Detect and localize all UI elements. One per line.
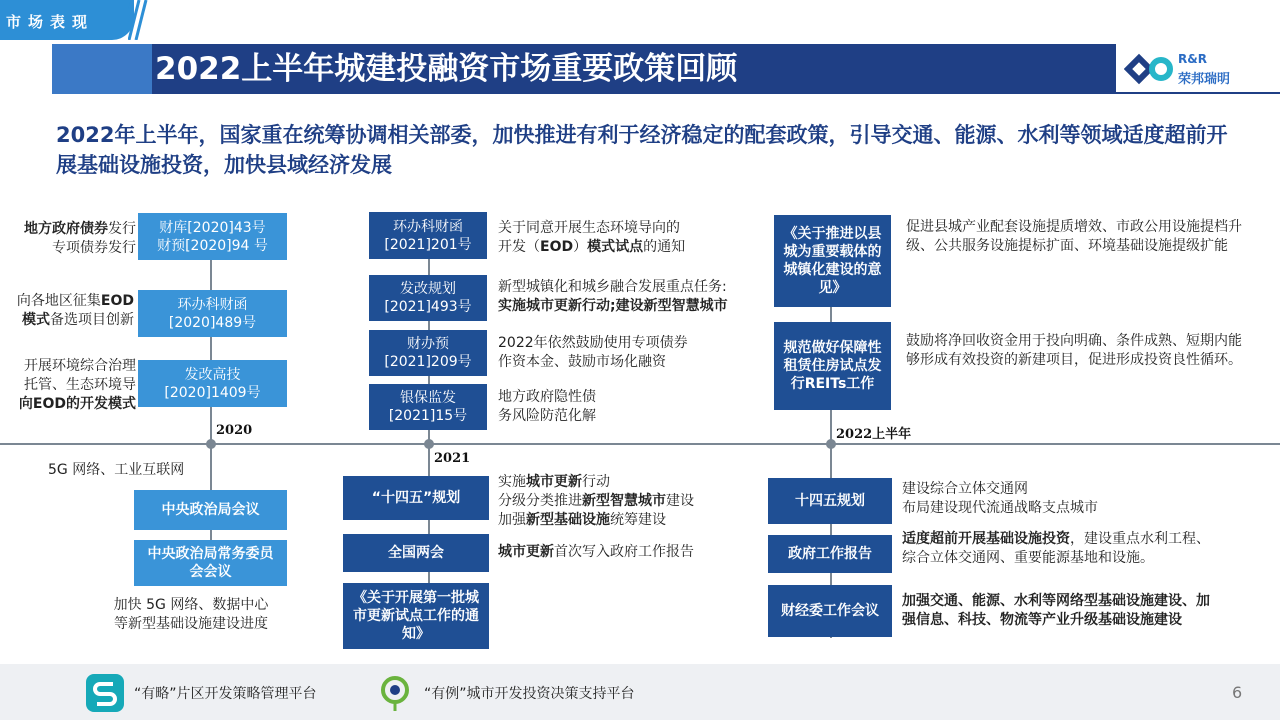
title-band-accent bbox=[52, 44, 152, 94]
policy-box-2022-2: 规范做好保障性租赁住房试点发行REITs工作 bbox=[774, 322, 891, 410]
corner-stripes bbox=[128, 0, 154, 40]
policy-box-2020-3: 发改高技 [2020]1409号 bbox=[138, 360, 287, 407]
logo-en: R&R bbox=[1178, 52, 1207, 66]
timeline-dot-2020 bbox=[206, 439, 216, 449]
note-2021-2: 新型城镇化和城乡融合发展重点任务: 实施城市更新行动;建设新型智慧城市 bbox=[498, 279, 728, 314]
note-2021-1: 关于同意开展生态环境导向的 开发（EOD）模式试点的通知 bbox=[498, 220, 686, 255]
platform2-label: “有例”城市开发投资决策支持平台 bbox=[424, 686, 635, 702]
meeting-box-2021-1: “十四五”规划 bbox=[343, 476, 489, 520]
year-2020: 2020 bbox=[216, 423, 253, 438]
note-2022-1: 促进县城产业配套设施提质增效、市政公用设施提档升级、公共服务设施提标扩面、环境基础设施提级扩能 bbox=[906, 219, 1242, 254]
note-2020-2: 向各地区征集EOD 模式备选项目创新 bbox=[16, 293, 134, 328]
note-2021-b1: 实施城市更新行动 分级分类推进新型智慧城市建设 加强新型基础设施统筹建设 bbox=[498, 474, 694, 528]
meeting-box-2021-2: 全国两会 bbox=[343, 534, 489, 572]
note-2022-2: 鼓励将净回收资金用于投向明确、条件成熟、短期内能够形成有效投资的新建项目，促进形成投资良性循环。 bbox=[906, 333, 1242, 368]
note-2022-b1: 建设综合立体交通网 布局建设现代流通战略支点城市 bbox=[902, 481, 1098, 516]
note-2020-bottom-top: 5G 网络、工业互联网 bbox=[48, 462, 185, 478]
policy-box-2022-1: 《关于推进以县城为重要载体的城镇化建设的意见》 bbox=[774, 215, 891, 307]
year-2022: 2022上半年 bbox=[836, 427, 912, 442]
note-2021-1-line2: 开发（EOD）模式试点的通知 bbox=[498, 239, 686, 255]
platform2-icon bbox=[376, 674, 414, 712]
note-2021-3: 2022年依然鼓励使用专项债券 作资本金、鼓励市场化融资 bbox=[498, 335, 688, 370]
policy-box-2021-4: 银保监发 [2021]15号 bbox=[369, 384, 487, 430]
page-number: 6 bbox=[1232, 683, 1243, 702]
timeline-dot-2021 bbox=[424, 439, 434, 449]
year-2021: 2021 bbox=[434, 451, 471, 466]
meeting-box-2021-3: 《关于开展第一批城市更新试点工作的通知》 bbox=[343, 583, 489, 649]
note-2020-1: 地方政府债券发行 专项债券发行 bbox=[24, 221, 136, 256]
note-2022-b2: 适度超前开展基础设施投资，建设重点水利工程、综合立体交通网、重要能源基地和设施。 bbox=[902, 531, 1210, 566]
note-2020-1-tail: 发行 bbox=[108, 221, 136, 237]
policy-box-2021-2: 发改规划 [2021]493号 bbox=[369, 275, 487, 321]
meeting-box-2022-3: 财经委工作会议 bbox=[768, 585, 892, 637]
platform1-icon bbox=[86, 674, 124, 712]
section-tag: 市场表现 bbox=[0, 0, 134, 40]
page-title: 2022上半年城建投融资市场重要政策回顾 bbox=[155, 51, 738, 87]
meeting-box-2020-1: 中央政治局会议 bbox=[134, 490, 287, 530]
note-2020-bottom: 加快 5G 网络、数据中心 等新型基础设施建设进度 bbox=[113, 597, 269, 632]
note-2021-4: 地方政府隐性债 务风险防范化解 bbox=[498, 389, 596, 424]
policy-box-2020-2: 环办科财函 [2020]489号 bbox=[138, 290, 287, 337]
note-2022-b3: 加强交通、能源、水利等网络型基础设施建设、加强信息、科技、物流等产业升级基础设施建设 bbox=[902, 593, 1210, 628]
timeline-axis bbox=[0, 443, 1280, 445]
timeline-dot-2022 bbox=[826, 439, 836, 449]
meeting-box-2022-1: 十四五规划 bbox=[768, 478, 892, 524]
meeting-box-2022-2: 政府工作报告 bbox=[768, 535, 892, 573]
logo-icon bbox=[1124, 50, 1178, 88]
summary-text: 2022年上半年，国家重在统筹协调相关部委，加快推进有利于经济稳定的配套政策，引导交通、能源、水利等领域适度超前开展基础设施投资，加快县域经济发展 bbox=[56, 123, 1228, 177]
meeting-box-2020-2: 中央政治局常务委员会会议 bbox=[134, 540, 287, 586]
note-2021-b2: 城市更新首次写入政府工作报告 bbox=[498, 544, 694, 560]
policy-box-2021-1: 环办科财函 [2021]201号 bbox=[369, 212, 487, 259]
policy-box-2020-1: 财库[2020]43号 财预[2020]94 号 bbox=[138, 213, 287, 260]
platform1-label: “有略”片区开发策略管理平台 bbox=[134, 686, 317, 702]
logo-cn: 荣邦瑞明 bbox=[1178, 72, 1231, 87]
policy-box-2021-3: 财办预 [2021]209号 bbox=[369, 330, 487, 376]
note-2020-3: 开展环境综合治理 托管、生态环境导 向EOD的开发模式 bbox=[18, 358, 136, 412]
